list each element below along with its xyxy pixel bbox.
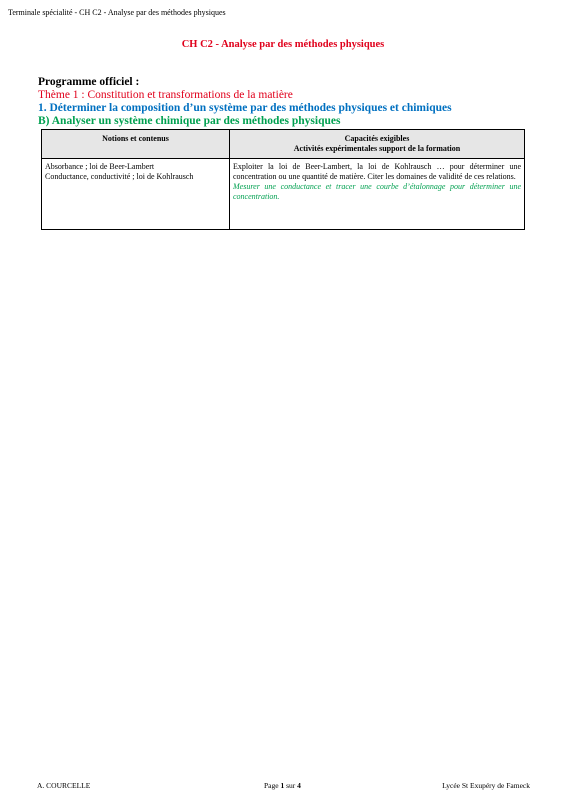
notion-item: Conductance, conductivité ; loi de Kohlrausch bbox=[45, 172, 194, 181]
table-row bbox=[42, 159, 525, 230]
table-header-row bbox=[42, 130, 525, 159]
footer-page-number bbox=[264, 781, 301, 790]
capacites-cell bbox=[230, 159, 525, 230]
programme-theme: Thème 1 : Constitution et transformations de la matière bbox=[38, 89, 293, 101]
programme-block bbox=[38, 76, 538, 128]
programme-label: Programme officiel : bbox=[38, 76, 140, 88]
header-notions bbox=[42, 130, 230, 159]
capacites-text: Exploiter la loi de Beer-Lambert, la loi de Kohlrausch … pour déterminer une concentration ou une quantité de matière. Citer les domaines de validité de ces relations. bbox=[233, 162, 521, 181]
activite-text: Mesurer une conductance et tracer une courbe d’étalonnage pour déterminer une concentration. bbox=[233, 182, 521, 201]
notions-cell bbox=[42, 159, 230, 230]
programme-table bbox=[41, 129, 525, 230]
programme-table-wrapper bbox=[41, 129, 524, 230]
notion-item: Absorbance ; loi de Beer-Lambert bbox=[45, 162, 155, 171]
header-capacites bbox=[230, 130, 525, 159]
programme-part: 1. Déterminer la composition d’un système par des méthodes physiques et chimiques bbox=[38, 102, 452, 114]
page-current: 1 bbox=[280, 781, 285, 790]
header-notions-label: Notions et contenus bbox=[102, 134, 169, 143]
footer-author: A. COURCELLE bbox=[37, 781, 91, 790]
header-activites-label: Activités expérimentales support de la formation bbox=[293, 144, 461, 153]
page-title: CH C2 - Analyse par des méthodes physiques bbox=[181, 39, 385, 50]
page-middle: sur bbox=[286, 781, 296, 790]
page-prefix: Page bbox=[264, 781, 279, 790]
footer-school: Lycée St Exupéry de Fameck bbox=[442, 781, 530, 790]
page-total: 4 bbox=[297, 781, 301, 790]
header-capacites-label: Capacités exigibles bbox=[344, 134, 410, 143]
running-header: Terminale spécialité - CH C2 - Analyse par des méthodes physiques bbox=[8, 8, 226, 17]
programme-section: B) Analyser un système chimique par des méthodes physiques bbox=[38, 115, 341, 127]
